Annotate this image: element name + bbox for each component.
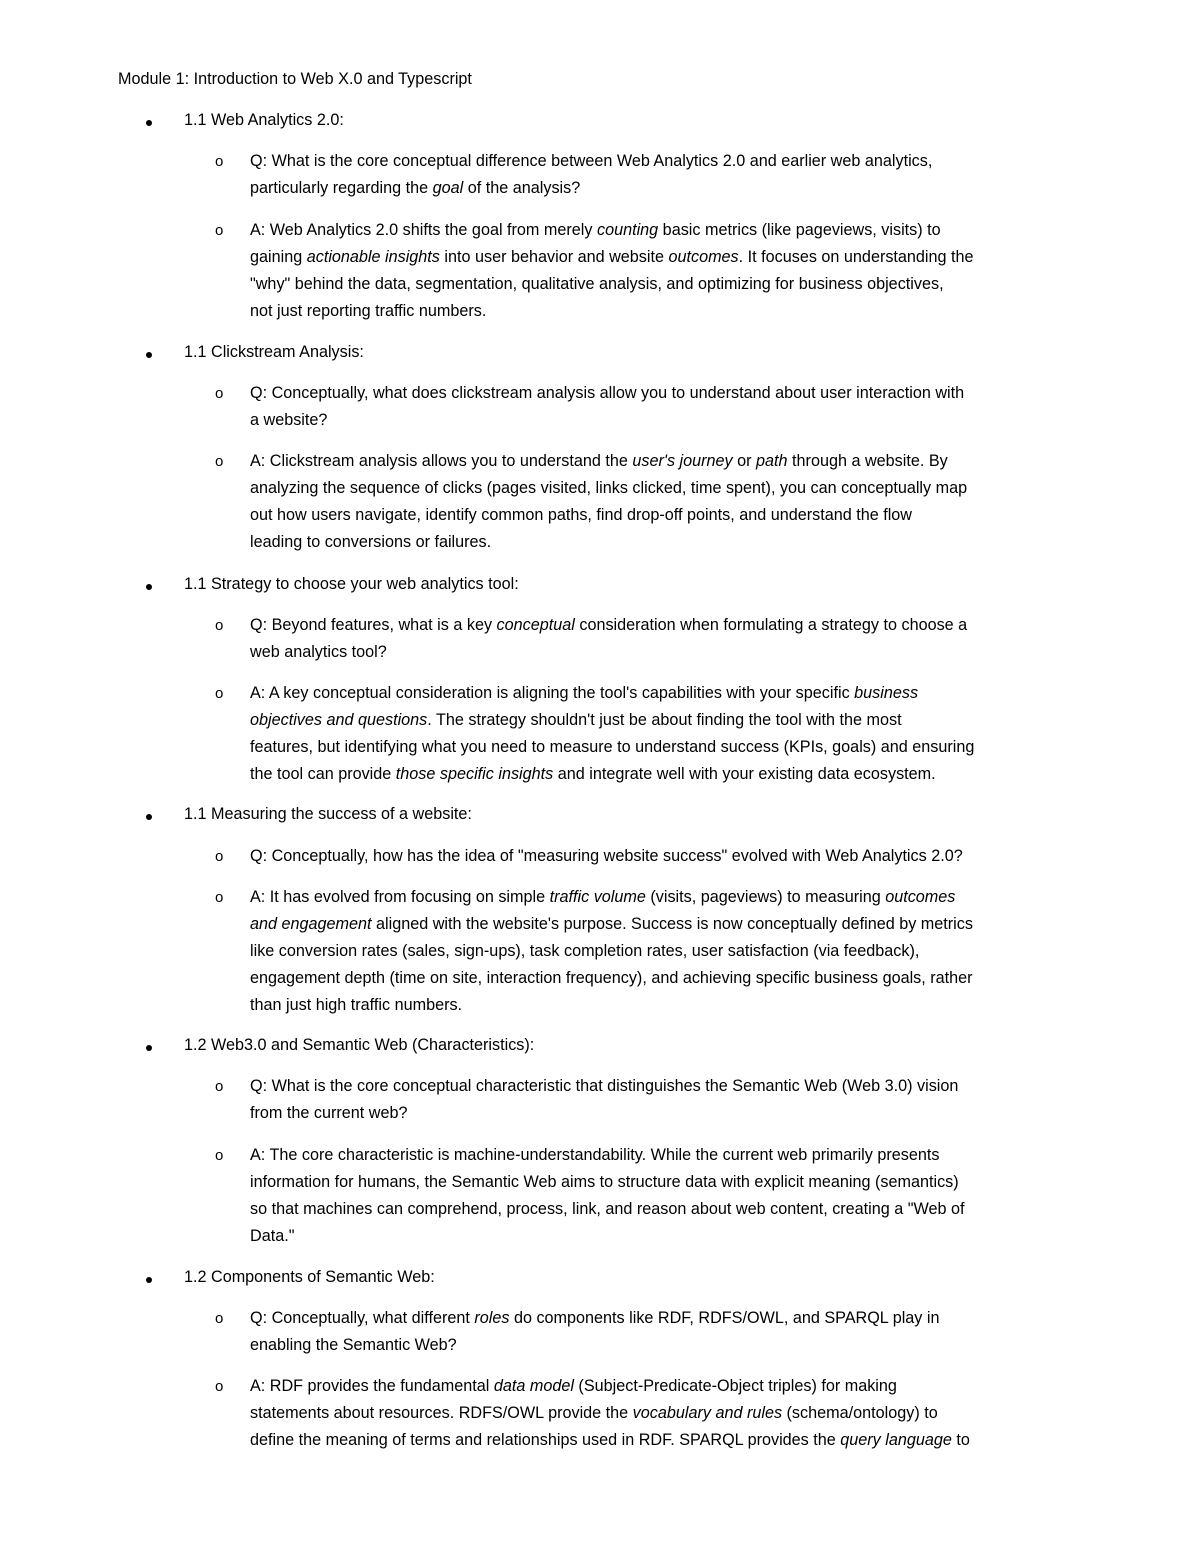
text-line bbox=[250, 148, 1090, 175]
text-run: from the current web? bbox=[250, 1104, 408, 1122]
text-line bbox=[250, 680, 1090, 707]
italic-text: path bbox=[756, 452, 788, 470]
text-line bbox=[250, 1073, 1090, 1100]
bullet-icon bbox=[146, 352, 152, 358]
text-line bbox=[250, 1223, 1090, 1250]
text-run: A: RDF provides the fundamental bbox=[250, 1377, 494, 1395]
sub-bullet-icon: o bbox=[215, 453, 224, 470]
text-run: out how users navigate, identify common paths, find drop-off points, and understand the flow bbox=[250, 506, 912, 524]
text-run: . The strategy shouldn't just be about finding the tool with the most bbox=[427, 711, 902, 729]
text-run: aligned with the website's purpose. Success is now conceptually defined by metrics bbox=[371, 915, 973, 933]
text-line bbox=[250, 992, 1090, 1019]
sub-bullet-icon: o bbox=[215, 617, 224, 634]
text-line bbox=[250, 529, 1090, 556]
italic-text: conceptual bbox=[496, 616, 575, 634]
text-run: like conversion rates (sales, sign-ups), task completion rates, user satisfaction (via feedback), bbox=[250, 942, 920, 960]
text-line bbox=[250, 1373, 1090, 1400]
text-run: enabling the Semantic Web? bbox=[250, 1336, 457, 1354]
text-run: gaining bbox=[250, 248, 307, 266]
italic-text: those specific insights bbox=[395, 765, 554, 783]
text-line bbox=[250, 298, 1090, 325]
sub-bullet-icon: o bbox=[215, 1147, 224, 1164]
text-run: information for humans, the Semantic Web aims to structure data with explicit meaning (semantics) bbox=[250, 1173, 959, 1191]
bullet-icon bbox=[146, 1045, 152, 1051]
text-run: A: Clickstream analysis allows you to understand the bbox=[250, 452, 633, 470]
italic-text: and engagement bbox=[250, 915, 372, 933]
text-run: features, but identifying what you need to measure to understand success (KPIs, goals) and ensuring bbox=[250, 738, 975, 756]
qa-text bbox=[250, 1073, 1090, 1127]
text-run: Q: Conceptually, what does clickstream analysis allow you to understand about user interaction with bbox=[250, 384, 965, 402]
text-run: Q: Conceptually, what different bbox=[250, 1309, 475, 1327]
text-run: to bbox=[951, 1431, 970, 1449]
text-run: Q: Beyond features, what is a key bbox=[250, 616, 497, 634]
text-run: leading to conversions or failures. bbox=[250, 533, 492, 551]
qa-text bbox=[250, 380, 1090, 434]
text-run: (visits, pageviews) to measuring bbox=[645, 888, 886, 906]
section-heading: 1.2 Components of Semantic Web: bbox=[184, 1268, 435, 1286]
qa-text bbox=[250, 217, 1090, 325]
italic-text: objectives and questions bbox=[250, 711, 428, 729]
qa-text bbox=[250, 612, 1090, 666]
qa-text bbox=[250, 448, 1090, 556]
section-heading: 1.1 Strategy to choose your web analytics tool: bbox=[184, 575, 519, 593]
text-run: consideration when formulating a strategy to choose a bbox=[574, 616, 968, 634]
bullet-icon bbox=[146, 584, 152, 590]
text-run: engagement depth (time on site, interaction frequency), and achieving specific business goals, rather bbox=[250, 969, 973, 987]
text-run: A: The core characteristic is machine-understandability. While the current web primarily presents bbox=[250, 1146, 940, 1164]
bullet-icon bbox=[146, 120, 152, 126]
text-line bbox=[250, 475, 1090, 502]
italic-text: business bbox=[854, 684, 919, 702]
text-line bbox=[250, 1400, 1090, 1427]
text-run: not just reporting traffic numbers. bbox=[250, 302, 487, 320]
italic-text: goal bbox=[432, 179, 464, 197]
text-line bbox=[250, 707, 1090, 734]
text-line bbox=[250, 502, 1090, 529]
sub-bullet-icon: o bbox=[215, 848, 224, 865]
italic-text: outcomes bbox=[885, 888, 956, 906]
text-line bbox=[250, 271, 1090, 298]
text-run: . It focuses on understanding the bbox=[738, 248, 974, 266]
text-run: so that machines can comprehend, process, link, and reason about web content, creating a "Web of bbox=[250, 1200, 965, 1218]
text-line bbox=[250, 1305, 1090, 1332]
text-line bbox=[250, 965, 1090, 992]
text-line bbox=[250, 244, 1090, 271]
text-run: A: A key conceptual consideration is aligning the tool's capabilities with your specific bbox=[250, 684, 855, 702]
text-run: A: Web Analytics 2.0 shifts the goal from merely bbox=[250, 221, 597, 239]
text-run: Q: Conceptually, how has the idea of "measuring website success" evolved with Web Analytics 2.0? bbox=[250, 847, 963, 865]
text-run: or bbox=[732, 452, 757, 470]
qa-text bbox=[250, 843, 1090, 870]
italic-text: user's journey bbox=[632, 452, 733, 470]
text-run: the tool can provide bbox=[250, 765, 396, 783]
text-line bbox=[250, 380, 1090, 407]
text-run: "why" behind the data, segmentation, qualitative analysis, and optimizing for business objectives, bbox=[250, 275, 944, 293]
italic-text: traffic volume bbox=[549, 888, 646, 906]
text-line bbox=[250, 1142, 1090, 1169]
italic-text: counting bbox=[596, 221, 659, 239]
section-heading: 1.2 Web3.0 and Semantic Web (Characteristics): bbox=[184, 1036, 535, 1054]
text-line bbox=[250, 884, 1090, 911]
italic-text: actionable insights bbox=[306, 248, 440, 266]
section-heading: 1.1 Clickstream Analysis: bbox=[184, 343, 364, 361]
sub-bullet-icon: o bbox=[215, 222, 224, 239]
text-line bbox=[250, 217, 1090, 244]
sub-bullet-icon: o bbox=[215, 685, 224, 702]
text-line bbox=[250, 761, 1090, 788]
text-run: and integrate well with your existing data ecosystem. bbox=[553, 765, 936, 783]
text-line bbox=[250, 734, 1090, 761]
text-line bbox=[250, 1169, 1090, 1196]
text-run: Q: What is the core conceptual difference between Web Analytics 2.0 and earlier web analytics, bbox=[250, 152, 933, 170]
document-title: Module 1: Introduction to Web X.0 and Typescript bbox=[118, 70, 472, 88]
text-line bbox=[250, 843, 1090, 870]
text-line bbox=[250, 911, 1090, 938]
bullet-icon bbox=[146, 1277, 152, 1283]
text-run: Data." bbox=[250, 1227, 295, 1245]
italic-text: data model bbox=[493, 1377, 574, 1395]
text-run: define the meaning of terms and relationships used in RDF. SPARQL provides the bbox=[250, 1431, 841, 1449]
text-run: statements about resources. RDFS/OWL provide the bbox=[250, 1404, 633, 1422]
text-run: do components like RDF, RDFS/OWL, and SPARQL play in bbox=[509, 1309, 940, 1327]
text-line bbox=[250, 407, 1090, 434]
text-run: of the analysis? bbox=[463, 179, 581, 197]
text-line bbox=[250, 938, 1090, 965]
qa-text bbox=[250, 884, 1090, 1019]
text-run: through a website. By bbox=[787, 452, 948, 470]
text-line bbox=[250, 1196, 1090, 1223]
italic-text: roles bbox=[474, 1309, 510, 1327]
section-heading: 1.1 Measuring the success of a website: bbox=[184, 805, 472, 823]
text-run: basic metrics (like pageviews, visits) to bbox=[658, 221, 941, 239]
italic-text: vocabulary and rules bbox=[632, 1404, 783, 1422]
sub-bullet-icon: o bbox=[215, 385, 224, 402]
text-line bbox=[250, 1427, 1090, 1454]
text-run: web analytics tool? bbox=[250, 643, 387, 661]
sub-bullet-icon: o bbox=[215, 1310, 224, 1327]
qa-text bbox=[250, 680, 1090, 788]
text-line bbox=[250, 639, 1090, 666]
text-line bbox=[250, 1332, 1090, 1359]
text-run: than just high traffic numbers. bbox=[250, 996, 463, 1014]
qa-text bbox=[250, 1305, 1090, 1359]
text-run: a website? bbox=[250, 411, 328, 429]
qa-text bbox=[250, 1373, 1090, 1454]
qa-text bbox=[250, 1142, 1090, 1250]
italic-text: outcomes bbox=[668, 248, 739, 266]
text-line bbox=[250, 1100, 1090, 1127]
text-run: (Subject-Predicate-Object triples) for making bbox=[573, 1377, 897, 1395]
section-heading: 1.1 Web Analytics 2.0: bbox=[184, 111, 344, 129]
text-run: analyzing the sequence of clicks (pages visited, links clicked, time spent), you can conceptually map bbox=[250, 479, 968, 497]
text-line bbox=[250, 175, 1090, 202]
text-line bbox=[250, 448, 1090, 475]
sub-bullet-icon: o bbox=[215, 889, 224, 906]
text-line bbox=[250, 612, 1090, 639]
text-run: (schema/ontology) to bbox=[782, 1404, 938, 1422]
text-run: Q: What is the core conceptual characteristic that distinguishes the Semantic Web (Web 3.0) vision bbox=[250, 1077, 959, 1095]
sub-bullet-icon: o bbox=[215, 1078, 224, 1095]
qa-text bbox=[250, 148, 1090, 202]
sub-bullet-icon: o bbox=[215, 153, 224, 170]
text-run: particularly regarding the bbox=[250, 179, 433, 197]
italic-text: query language bbox=[840, 1431, 952, 1449]
sub-bullet-icon: o bbox=[215, 1378, 224, 1395]
text-run: into user behavior and website bbox=[439, 248, 669, 266]
bullet-icon bbox=[146, 814, 152, 820]
text-run: A: It has evolved from focusing on simple bbox=[250, 888, 550, 906]
